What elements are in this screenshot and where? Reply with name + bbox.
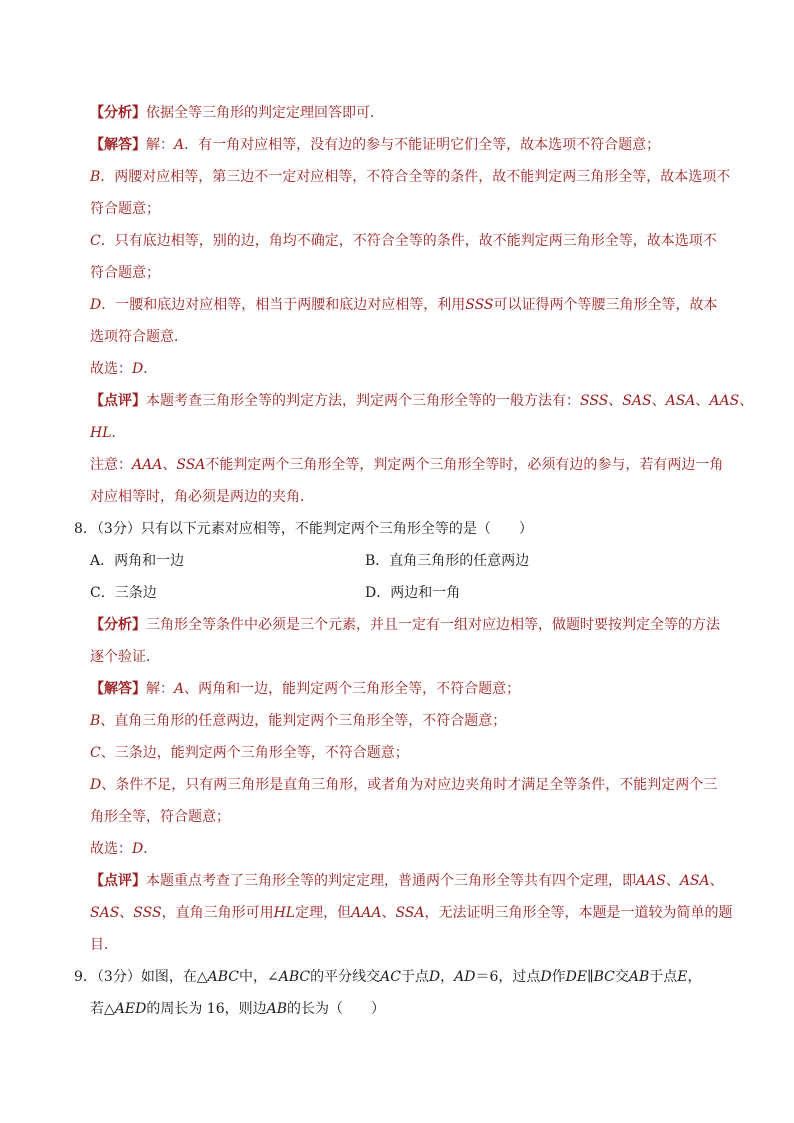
analysis-tag: 【分析】 xyxy=(90,105,146,121)
q9-text: 9．（3分）如图，在△ xyxy=(74,969,208,985)
option-letter: C xyxy=(90,233,101,249)
analysis-tag: 【分析】 xyxy=(90,617,146,633)
q8-option-a: A．两角和一边 xyxy=(90,553,185,569)
q7-note-line-2 xyxy=(90,487,314,507)
math-term: AAA xyxy=(132,457,163,473)
q8-answer-line-a xyxy=(90,679,520,699)
choice-letter: D xyxy=(132,841,144,857)
math-term: SSA xyxy=(176,457,206,473)
q9-text: 于点 xyxy=(400,969,429,985)
q9-text: ， xyxy=(687,969,702,985)
q8-comment-text-c: 定理，但 xyxy=(295,905,352,921)
option-letter: A xyxy=(174,681,185,697)
q7-b-text: ．两腰对应相等，第三边不一定对应相等，不符合全等的条件，故不能判定两三角形全等，故本选项不 xyxy=(100,169,731,185)
math-term: D xyxy=(428,969,441,985)
q7-c-text-cont: 符合题意； xyxy=(90,265,160,281)
q7-answer-line-c2 xyxy=(90,263,160,283)
q8-comment-text-d: ，无法证明三角形全等，本题是一道较为简单的题 xyxy=(424,905,733,921)
q9-text: 的平分线交 xyxy=(310,969,381,985)
q8-analysis-line-1 xyxy=(90,615,720,635)
answer-lead: 解： xyxy=(146,681,174,697)
math-term: AAS xyxy=(636,873,666,889)
note-text: 不能判定两个三角形全等，判定两个三角形全等时，必须有边的参与，若有两边一角 xyxy=(205,457,724,473)
separator: 、 xyxy=(695,393,710,409)
q7-d-text-cont: 选项符合题意． xyxy=(90,329,188,345)
q7-note-line-1 xyxy=(90,455,723,475)
q9-text: 交 xyxy=(614,969,629,985)
math-term: ABC xyxy=(278,969,311,985)
math-term: SAS xyxy=(622,393,652,409)
q7-analysis-text: 依据全等三角形的判定定理回答即可． xyxy=(146,105,384,121)
q8-analysis-text: 三角形全等条件中必须是三个元素，并且一定有一组对应边相等，做题时要按判定全等的方法 xyxy=(146,617,720,633)
separator: 、 xyxy=(608,393,623,409)
q9-stem-line-1 xyxy=(74,967,701,987)
q7-b-text-cont: 符合题意； xyxy=(90,201,160,217)
q8-b-text: 、直角三角形的任意两边，能判定两个三角形全等，不符合题意； xyxy=(100,713,507,729)
separator: 、 xyxy=(119,905,134,921)
q9-text: ＝6，过点 xyxy=(475,969,541,985)
q9-text: 的长为（ ） xyxy=(287,1001,386,1017)
q7-d-text-b: 可以证得两个等腰三角形全等，故本 xyxy=(493,297,718,313)
q7-c-text: ．只有底边相等，别的边，角均不确定，不符合全等的条件，故不能判定两三角形全等，故本选项不 xyxy=(100,233,717,249)
math-term: SSS xyxy=(580,393,609,409)
q8-option-d: D．两边和一角 xyxy=(365,585,461,601)
q8-option-c: C．三条边 xyxy=(90,585,157,601)
choose-lead: 故选： xyxy=(90,841,132,857)
q7-answer-line-d1 xyxy=(90,295,718,315)
q7-answer-line-b2 xyxy=(90,199,160,219)
choose-end: ． xyxy=(143,361,158,377)
math-term: AED xyxy=(114,1001,147,1017)
option-letter: A xyxy=(174,137,185,153)
q9-text: 的周长为 16，则边 xyxy=(146,1001,267,1017)
q9-stem-line-2 xyxy=(90,999,385,1019)
choice-letter: D xyxy=(132,361,144,377)
q9-text: 中，∠ xyxy=(238,969,279,985)
q7-answer-line-d2 xyxy=(90,327,188,347)
q9-text: 若△ xyxy=(90,1001,115,1017)
q8-answer-line-d1 xyxy=(90,775,717,795)
math-term: HL xyxy=(90,425,112,441)
q8-analysis-text-cont: 逐个验证． xyxy=(90,649,160,665)
comment-tag: 【点评】 xyxy=(90,393,146,409)
q8-comment-line-2 xyxy=(90,903,732,923)
math-term: E xyxy=(677,969,688,985)
q9-text: ∥ xyxy=(587,969,594,985)
math-term: AC xyxy=(380,969,401,985)
choose-lead: 故选： xyxy=(90,361,132,377)
q7-comment-line-1 xyxy=(90,391,753,411)
q8-c-text: 、三条边，能判定两个三角形全等，不符合题意； xyxy=(100,745,409,761)
separator: 、 xyxy=(739,393,754,409)
separator: 、 xyxy=(709,873,724,889)
q8-option-b: B．直角三角形的任意两边 xyxy=(365,553,530,569)
math-term: D xyxy=(540,969,552,985)
option-letter: B xyxy=(90,713,101,729)
answer-tag: 【解答】 xyxy=(90,681,146,697)
q9-text: 作 xyxy=(551,969,566,985)
q8-a-text: 、两角和一边，能判定两个三角形全等，不符合题意； xyxy=(184,681,521,697)
q8-answer-line-b xyxy=(90,711,506,731)
q8-comment-text: 本题重点考查了三角形全等的判定定理，普通两个三角形全等共有四个定理，即 xyxy=(146,873,636,889)
q8-analysis-line-2 xyxy=(90,647,160,667)
q9-text: 于点 xyxy=(649,969,678,985)
q8-d-text-cont: 角形全等，符合题意； xyxy=(90,809,230,825)
math-term: SSS xyxy=(133,905,162,921)
answer-tag: 【解答】 xyxy=(90,137,146,153)
math-term: AB xyxy=(628,969,650,985)
separator: 、 xyxy=(651,393,666,409)
math-term: AAA xyxy=(351,905,382,921)
math-term: BC xyxy=(593,969,615,985)
note-text-cont: 对应相等时，角必须是两边的夹角． xyxy=(90,489,314,505)
q8-comment-line-3 xyxy=(90,935,118,955)
q7-a-text: ．有一角对应相等，没有边的参与不能证明它们全等，故本选项不符合题意； xyxy=(184,137,661,153)
q8-answer-line-d2 xyxy=(90,807,230,827)
math-term: AD xyxy=(454,969,476,985)
q7-choice-line xyxy=(90,359,157,379)
q8-comment-line-1 xyxy=(90,871,724,891)
math-term: AAS xyxy=(709,393,740,409)
math-term: ASA xyxy=(665,393,696,409)
math-term: AB xyxy=(266,1001,288,1017)
q7-comment-line-2 xyxy=(90,423,126,443)
comment-tag: 【点评】 xyxy=(90,873,146,889)
q8-choice-line xyxy=(90,839,157,859)
option-letter: B xyxy=(90,169,101,185)
option-letter: D xyxy=(90,297,102,313)
q8-answer-line-c xyxy=(90,743,409,763)
q7-analysis-line xyxy=(90,103,384,123)
separator: 、 xyxy=(381,905,396,921)
math-term: SAS xyxy=(90,905,120,921)
math-term: SSS xyxy=(465,297,494,313)
answer-lead: 解： xyxy=(146,137,174,153)
math-term: ASA xyxy=(679,873,710,889)
q8-d-text: 、条件不足，只有两三角形是直角三角形，或者角为对应边夹角时才满足全等条件，不能判定两个三 xyxy=(101,777,718,793)
q7-d-text: ．一腰和底边对应相等，相当于两腰和底边对应相等，利用 xyxy=(101,297,466,313)
q7-comment-text: 本题考查三角形全等的判定方法，判定两个三角形全等的一般方法有： xyxy=(146,393,580,409)
q8-stem: 8．（3分）只有以下元素对应相等，不能判定两个三角形全等的是（ ） xyxy=(74,521,533,537)
q8-comment-text-b: ，直角三角形可用 xyxy=(161,905,274,921)
choose-end: ． xyxy=(143,841,158,857)
q7-answer-line-b1 xyxy=(90,167,730,187)
separator: 、 xyxy=(665,873,680,889)
math-term: ABC xyxy=(207,969,239,985)
q7-answer-line-a xyxy=(90,135,660,155)
q7-answer-line-c1 xyxy=(90,231,717,251)
period: ． xyxy=(111,425,126,441)
q9-text: ， xyxy=(440,969,455,985)
math-term: DE xyxy=(565,969,588,985)
separator: 、 xyxy=(162,457,177,473)
q8-comment-text-end: 目． xyxy=(90,937,118,953)
option-letter: C xyxy=(90,745,101,761)
math-term: HL xyxy=(273,905,296,921)
option-letter: D xyxy=(90,777,102,793)
note-lead: 注意： xyxy=(90,457,132,473)
math-term: SSA xyxy=(395,905,425,921)
